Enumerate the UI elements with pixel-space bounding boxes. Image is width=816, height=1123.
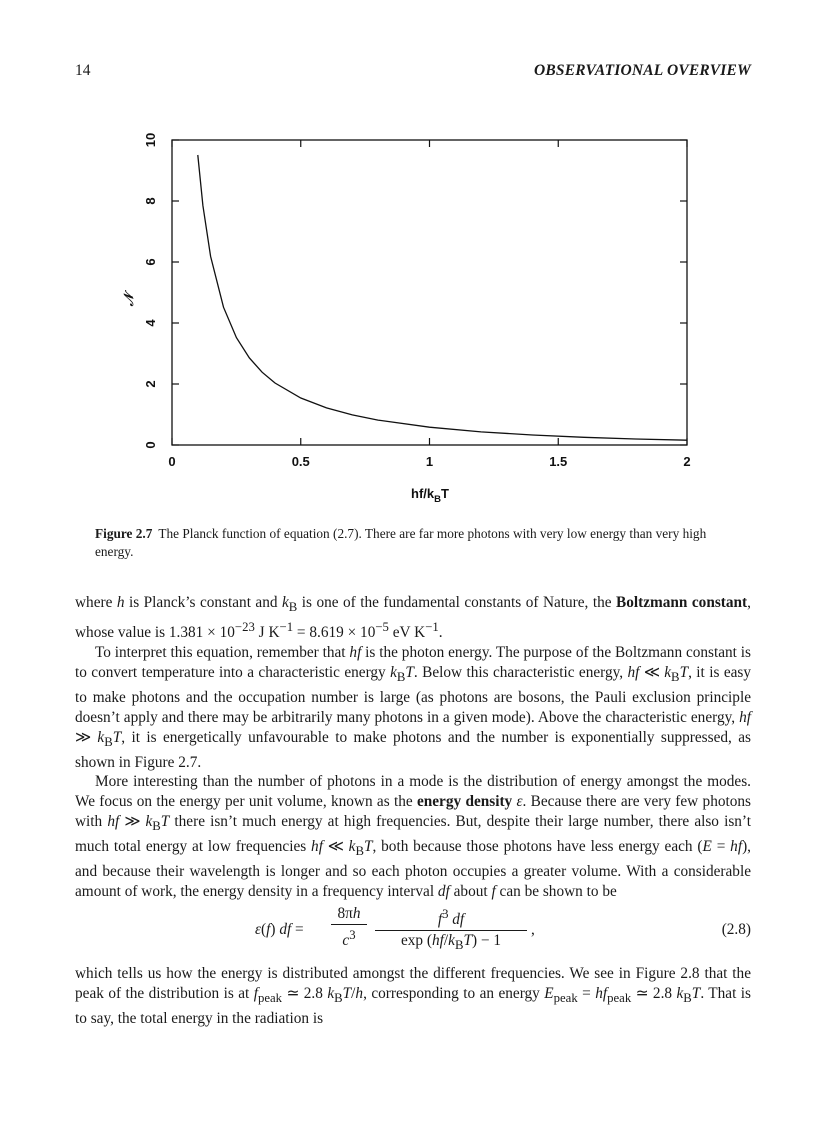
y-tick-label: 6	[143, 258, 158, 266]
y-tick-label: 8	[143, 197, 158, 205]
paragraph: which tells us how the energy is distributed amongst the different frequencies. We see in Figure 2.8 that the peak of the distribution is at $f_{peak}$ ≃ 2.8 $k_BT/h$, corresponding to an energy $E_{peak} = hf_{peak}$ ≃ 2.8 $k_BT$. That is to say, the total energy in the radiation is	[75, 965, 751, 1027]
paragraph: To interpret this equation, remember that hf is the photon energy. The purpose of the Boltzmann constant is to convert temperature into a characteristic energy $k_BT$. Below this characteristic energy, hf ≪ $k_BT$, it is easy to make photons and the occupation number is large (as photons are bosons, the Pauli exclusion principle doesn’t apply and there may be arbitrarily many photons in a given mode). Above the characteristic energy, hf ≫ $k_BT$, it is energetically unfavourable to make photons and the number is exponentially suppressed, as shown in Figure 2.7.	[75, 643, 751, 771]
x-axis-title: $hf/k_BT$	[411, 486, 449, 505]
x-tick-label: 1.5	[549, 454, 568, 469]
y-tick-label: 2	[143, 380, 158, 388]
y-tick-label: 10	[143, 132, 158, 148]
paragraph: where h is Planck’s constant and $k_B$ is one of the fundamental constants of Nature, the Boltzmann constant, whose value is $1.381 \times 10^{-23}$ J $K^{-1} = 8.619 \times 10^{-5}$ eV $K^{-1}$.	[75, 594, 751, 642]
x-tick-label: 1	[425, 454, 434, 469]
page-number: 14	[75, 62, 91, 79]
figure-caption-text: The Planck function of equation (2.7). There are far more photons with very low energy than very high energy.	[95, 526, 707, 559]
body-text	[75, 593, 751, 1029]
x-axis	[168, 140, 690, 469]
y-tick-label: 0	[143, 441, 158, 449]
figure-caption	[95, 525, 745, 561]
equation-number: (2.8)	[721, 921, 751, 939]
planck-function-chart	[0, 0, 816, 520]
x-tick-label: 0.5	[291, 454, 310, 469]
figure-label: Figure 2.7	[95, 526, 153, 541]
x-tick-label: 0	[168, 454, 176, 469]
paragraph: More interesting than the number of photons in a mode is the distribution of energy amongst the modes. We focus on the energy per unit volume, known as the energy density ε. Because there are very few photons with hf ≫ $k_BT$ there isn’t much energy at high frequencies. But, despite their large number, there also isn’t much total energy at low frequencies hf ≪ $k_BT$, both because those photons have less energy each (E = hf), and because their wavelength is longer and so each photon occupies a greater volume. With a considerable amount of work, the energy density in a frequency interval df about f can be shown to be	[75, 773, 751, 901]
running-head: OBSERVATIONAL OVERVIEW	[533, 62, 751, 79]
y-axis-title: 𝒩	[121, 293, 136, 307]
y-axis	[143, 133, 687, 449]
planck-curve	[198, 155, 687, 440]
x-tick-label: 2	[683, 454, 691, 469]
plot-frame	[172, 140, 687, 445]
y-tick-label: 4	[143, 319, 158, 327]
equation-2-8: ε(f) df = $\frac{8\pi h}{c^3}$ $f^3$ df $\exp (hf/k_BT) - 1$ , (2.8)	[255, 905, 751, 953]
